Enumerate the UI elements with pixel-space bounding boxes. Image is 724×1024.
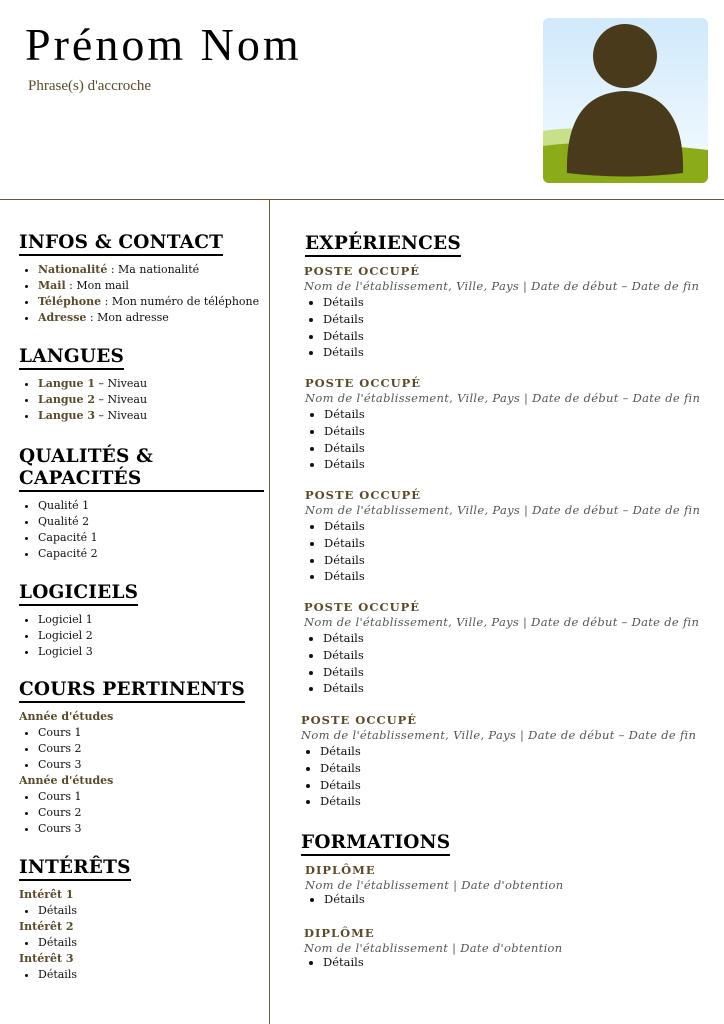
experience-entry: [304, 264, 699, 361]
list-item: • Détails: [324, 423, 700, 440]
list-item: • Langue 1 – Niveau: [38, 376, 264, 392]
list-item: • Détails: [320, 777, 696, 794]
language-list: [19, 376, 264, 424]
year-heading: Année d'études: [19, 774, 114, 787]
details-list: [305, 891, 563, 908]
experience-entry: [305, 488, 700, 585]
left-column: [19, 232, 264, 983]
job-title: POSTE OCCUPÉ: [301, 713, 418, 727]
column-divider: [269, 199, 270, 1024]
section-title: QUALITÉS & CAPACITÉS: [19, 446, 264, 492]
list-item: • Détails: [38, 903, 264, 919]
candidate-name: Prénom Nom: [25, 19, 302, 70]
details-list: [305, 518, 700, 585]
job-title: POSTE OCCUPÉ: [305, 376, 422, 390]
experience-entry: [304, 600, 699, 697]
section-title: INFOS & CONTACT: [19, 232, 223, 256]
list-item: • Détails: [324, 518, 700, 535]
list-item: • Logiciel 3: [38, 644, 264, 660]
list-item: • Détails: [320, 743, 696, 760]
list-item: • Détails: [323, 664, 699, 681]
list-item: • Cours 2: [38, 805, 264, 821]
interest-heading: Intérêt 2: [19, 920, 74, 933]
list-item: • Détails: [323, 680, 699, 697]
interest-list: [19, 967, 264, 983]
degree-meta: Nom de l'établissement | Date d'obtention: [305, 878, 564, 892]
job-meta: Nom de l'établissement, Ville, Pays | Date de début – Date de fin: [304, 279, 700, 293]
qualities-list: [19, 498, 264, 562]
experience-entry: [301, 713, 696, 810]
section-infos-contact: [19, 232, 264, 326]
interest-list: [19, 935, 264, 951]
list-item: • Détails: [38, 967, 264, 983]
course-list: [19, 725, 264, 773]
section-logiciels: [19, 582, 264, 660]
list-item: • Détails: [320, 793, 696, 810]
degree-title: DIPLÔME: [304, 926, 375, 940]
formation-entry: [304, 926, 562, 971]
experience-entry: [305, 376, 700, 473]
details-list: [304, 294, 699, 361]
list-item: • Détails: [320, 760, 696, 777]
section-interets: [19, 857, 264, 983]
section-title: LOGICIELS: [19, 582, 138, 606]
section-langues: [19, 346, 264, 424]
list-item: • Cours 2: [38, 741, 264, 757]
list-item: • Détails: [324, 456, 700, 473]
section-qualites: [19, 446, 264, 562]
details-list: [305, 406, 700, 473]
list-item: • Logiciel 1: [38, 612, 264, 628]
list-item: • Qualité 1: [38, 498, 264, 514]
list-item: • Langue 3 – Niveau: [38, 408, 264, 424]
interest-heading: Intérêt 3: [19, 952, 74, 965]
list-item: • Cours 3: [38, 757, 264, 773]
job-meta: Nom de l'établissement, Ville, Pays | Date de début – Date de fin: [301, 728, 697, 742]
degree-title: DIPLÔME: [305, 863, 376, 877]
list-item: • Détails: [323, 647, 699, 664]
list-item: • Cours 1: [38, 789, 264, 805]
list-item: • Détails: [323, 311, 699, 328]
list-item: • Téléphone : Mon numéro de téléphone: [38, 294, 264, 310]
formation-entry: [305, 863, 563, 908]
job-meta: Nom de l'établissement, Ville, Pays | Date de début – Date de fin: [305, 503, 701, 517]
person-avatar-icon: [543, 18, 708, 183]
details-list: [304, 630, 699, 697]
list-item: • Détails: [323, 294, 699, 311]
course-list: [19, 789, 264, 837]
list-item: • Cours 1: [38, 725, 264, 741]
software-list: [19, 612, 264, 660]
details-list: [301, 743, 696, 810]
list-item: • Détails: [324, 552, 700, 569]
section-title-formations: FORMATIONS: [301, 832, 450, 856]
interest-heading: Intérêt 1: [19, 888, 74, 901]
section-title: COURS PERTINENTS: [19, 679, 245, 703]
list-item: • Cours 3: [38, 821, 264, 837]
list-item: • Détails: [324, 406, 700, 423]
section-cours: [19, 679, 264, 837]
list-item: • Détails: [324, 535, 700, 552]
job-title: POSTE OCCUPÉ: [305, 488, 422, 502]
list-item: • Détails: [323, 328, 699, 345]
list-item: • Détails: [324, 440, 700, 457]
list-item: • Détails: [323, 954, 562, 971]
list-item: • Nationalité : Ma nationalité: [38, 262, 264, 278]
section-title-experiences: EXPÉRIENCES: [305, 233, 461, 257]
list-item: • Mail : Mon mail: [38, 278, 264, 294]
list-item: • Capacité 2: [38, 546, 264, 562]
header-divider: [0, 199, 724, 200]
interest-list: [19, 903, 264, 919]
section-title: LANGUES: [19, 346, 124, 370]
list-item: • Logiciel 2: [38, 628, 264, 644]
job-title: POSTE OCCUPÉ: [304, 600, 421, 614]
list-item: • Détails: [324, 568, 700, 585]
list-item: • Capacité 1: [38, 530, 264, 546]
job-title: POSTE OCCUPÉ: [304, 264, 421, 278]
list-item: • Détails: [323, 630, 699, 647]
list-item: • Langue 2 – Niveau: [38, 392, 264, 408]
section-title: INTÉRÊTS: [19, 857, 131, 881]
degree-meta: Nom de l'établissement | Date d'obtention: [304, 941, 563, 955]
tagline: Phrase(s) d'accroche: [28, 78, 152, 94]
list-item: • Détails: [323, 344, 699, 361]
list-item: • Adresse : Mon adresse: [38, 310, 264, 326]
job-meta: Nom de l'établissement, Ville, Pays | Date de début – Date de fin: [305, 391, 701, 405]
list-item: • Qualité 2: [38, 514, 264, 530]
contact-list: [19, 262, 264, 326]
profile-photo: [543, 18, 708, 183]
list-item: • Détails: [38, 935, 264, 951]
details-list: [304, 954, 562, 971]
list-item: • Détails: [324, 891, 563, 908]
year-heading: Année d'études: [19, 710, 114, 723]
job-meta: Nom de l'établissement, Ville, Pays | Date de début – Date de fin: [304, 615, 700, 629]
